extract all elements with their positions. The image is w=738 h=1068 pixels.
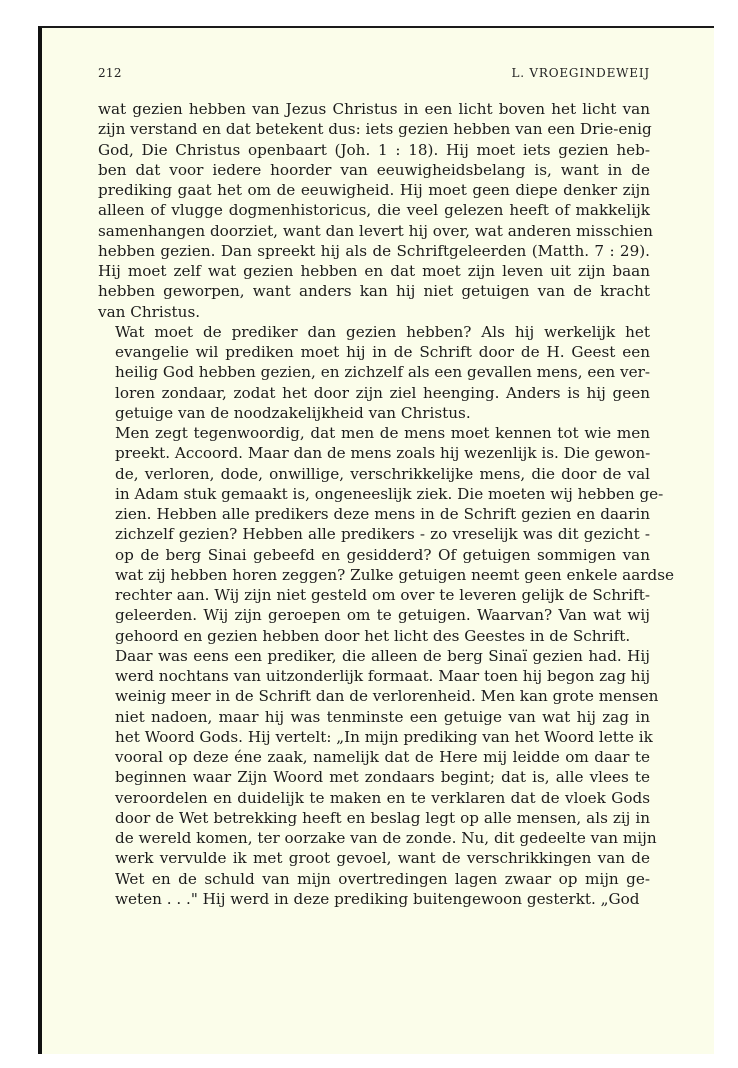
text-line: heilig God hebben gezien, en zichzelf als een gevallen mens, een ver- xyxy=(115,363,650,382)
text-line: wat zij hebben horen zeggen? Zulke getuigen neemt geen enkele aardse xyxy=(115,565,675,584)
text-line: door de Wet betrekking heeft en beslag legt op alle mensen, als zij in xyxy=(115,808,650,827)
text-line: alleen of vlugge dogmenhistoricus, die veel gelezen heeft of makkelijk xyxy=(98,201,650,220)
text-line: getuige van de noodzakelijkheid van Christus. xyxy=(115,403,471,422)
text-line: werd nochtans van uitzonderlijk formaat. Maar toen hij begon zag hij xyxy=(115,667,651,685)
text-line: de, verloren, dode, onwillige, verschrikkelijke mens, die door de val xyxy=(115,464,650,483)
text-line: Wet en de schuld van mijn overtredingen lagen zwaar op mijn ge- xyxy=(115,869,650,888)
page-header xyxy=(98,66,650,88)
text-line: niet nadoen, maar hij was tenminste een getuige van wat hij zag in xyxy=(115,707,650,726)
page-number: 212 xyxy=(98,66,122,80)
text-line: vooral op deze éne zaak, namelijk dat de Here mij leidde om daar te xyxy=(115,748,650,766)
text-line: Men zegt tegenwoordig, dat men de mens moet kennen tot wie men xyxy=(115,424,650,442)
text-line: de wereld komen, ter oorzake van de zonde. Nu, dit gedeelte van mijn xyxy=(115,829,657,847)
text-line: op de berg Sinai gebeefd en gesidderd? Of getuigen sommigen van xyxy=(115,545,650,564)
text-line: God, Die Christus openbaart (Joh. 1 : 18). Hij moet iets gezien heb- xyxy=(98,140,650,159)
body-text xyxy=(98,99,675,909)
paragraph xyxy=(98,423,675,646)
text-line: het Woord Gods. Hij vertelt: „In mijn prediking van het Woord lette ik xyxy=(115,727,653,746)
text-line: zijn verstand en dat betekent dus: iets gezien hebben van een Drie-enig xyxy=(98,120,652,139)
text-line: weten . . ." Hij werd in deze prediking buitengewoon gesterkt. „God xyxy=(115,889,640,908)
text-line: preekt. Accoord. Maar dan de mens zoals hij wezenlijk is. Die gewon- xyxy=(115,444,651,463)
text-line: weinig meer in de Schrift dan de verlorenheid. Men kan grote mensen xyxy=(115,687,659,706)
text-line: rechter aan. Wij zijn niet gesteld om over te leveren gelijk de Schrift- xyxy=(115,586,650,604)
text-line: veroordelen en duidelijk te maken en te verklaren dat de vloek Gods xyxy=(115,788,650,807)
text-line: hebben geworpen, want anders kan hij niet getuigen van de kracht xyxy=(98,282,650,301)
text-line: hebben gezien. Dan spreekt hij als de Schriftgeleerden (Matth. 7 : 29). xyxy=(98,241,650,260)
text-line: gehoord en gezien hebben door het licht des Geestes in de Schrift. xyxy=(115,626,631,645)
text-line: Daar was eens een prediker, die alleen de berg Sinaï gezien had. Hij xyxy=(115,646,650,665)
text-line: evangelie wil prediken moet hij in de Schrift door de H. Geest een xyxy=(115,343,650,361)
text-line: beginnen waar Zijn Woord met zondaars begint; dat is, alle vlees te xyxy=(115,768,650,787)
paragraph xyxy=(98,322,650,423)
text-line: Hij moet zelf wat gezien hebben en dat moet zijn leven uit zijn baan xyxy=(98,262,650,280)
text-line: wat gezien hebben van Jezus Christus in een licht boven het licht van xyxy=(98,100,650,118)
text-line: zichzelf gezien? Hebben alle predikers - zo vreselijk was dit gezicht - xyxy=(115,525,650,544)
text-line: Wat moet de prediker dan gezien hebben? Als hij werkelijk het xyxy=(115,322,650,341)
paragraph xyxy=(98,646,659,909)
text-line: prediking gaat het om de eeuwigheid. Hij moet geen diepe denker zijn xyxy=(98,181,650,199)
text-line: van Christus. xyxy=(98,302,201,321)
running-head: L. VROEGINDEWEIJ xyxy=(511,66,650,80)
text-line: werk vervulde ik met groot gevoel, want de verschrikkingen van de xyxy=(115,849,650,868)
text-line: loren zondaar, zodat het door zijn ziel heenging. Anders is hij geen xyxy=(115,383,650,402)
text-line: samenhangen doorziet, want dan levert hij over, wat anderen misschien xyxy=(98,221,653,240)
text-line: zien. Hebben alle predikers deze mens in de Schrift gezien en daarin xyxy=(115,505,650,523)
text-line: ben dat voor iedere hoorder van eeuwigheidsbelang is, want in de xyxy=(98,160,650,179)
text-line: geleerden. Wij zijn geroepen om te getuigen. Waarvan? Van wat wij xyxy=(115,606,650,625)
text-line: in Adam stuk gemaakt is, ongeneeslijk ziek. Die moeten wij hebben ge- xyxy=(115,484,664,503)
paragraph xyxy=(98,99,653,322)
